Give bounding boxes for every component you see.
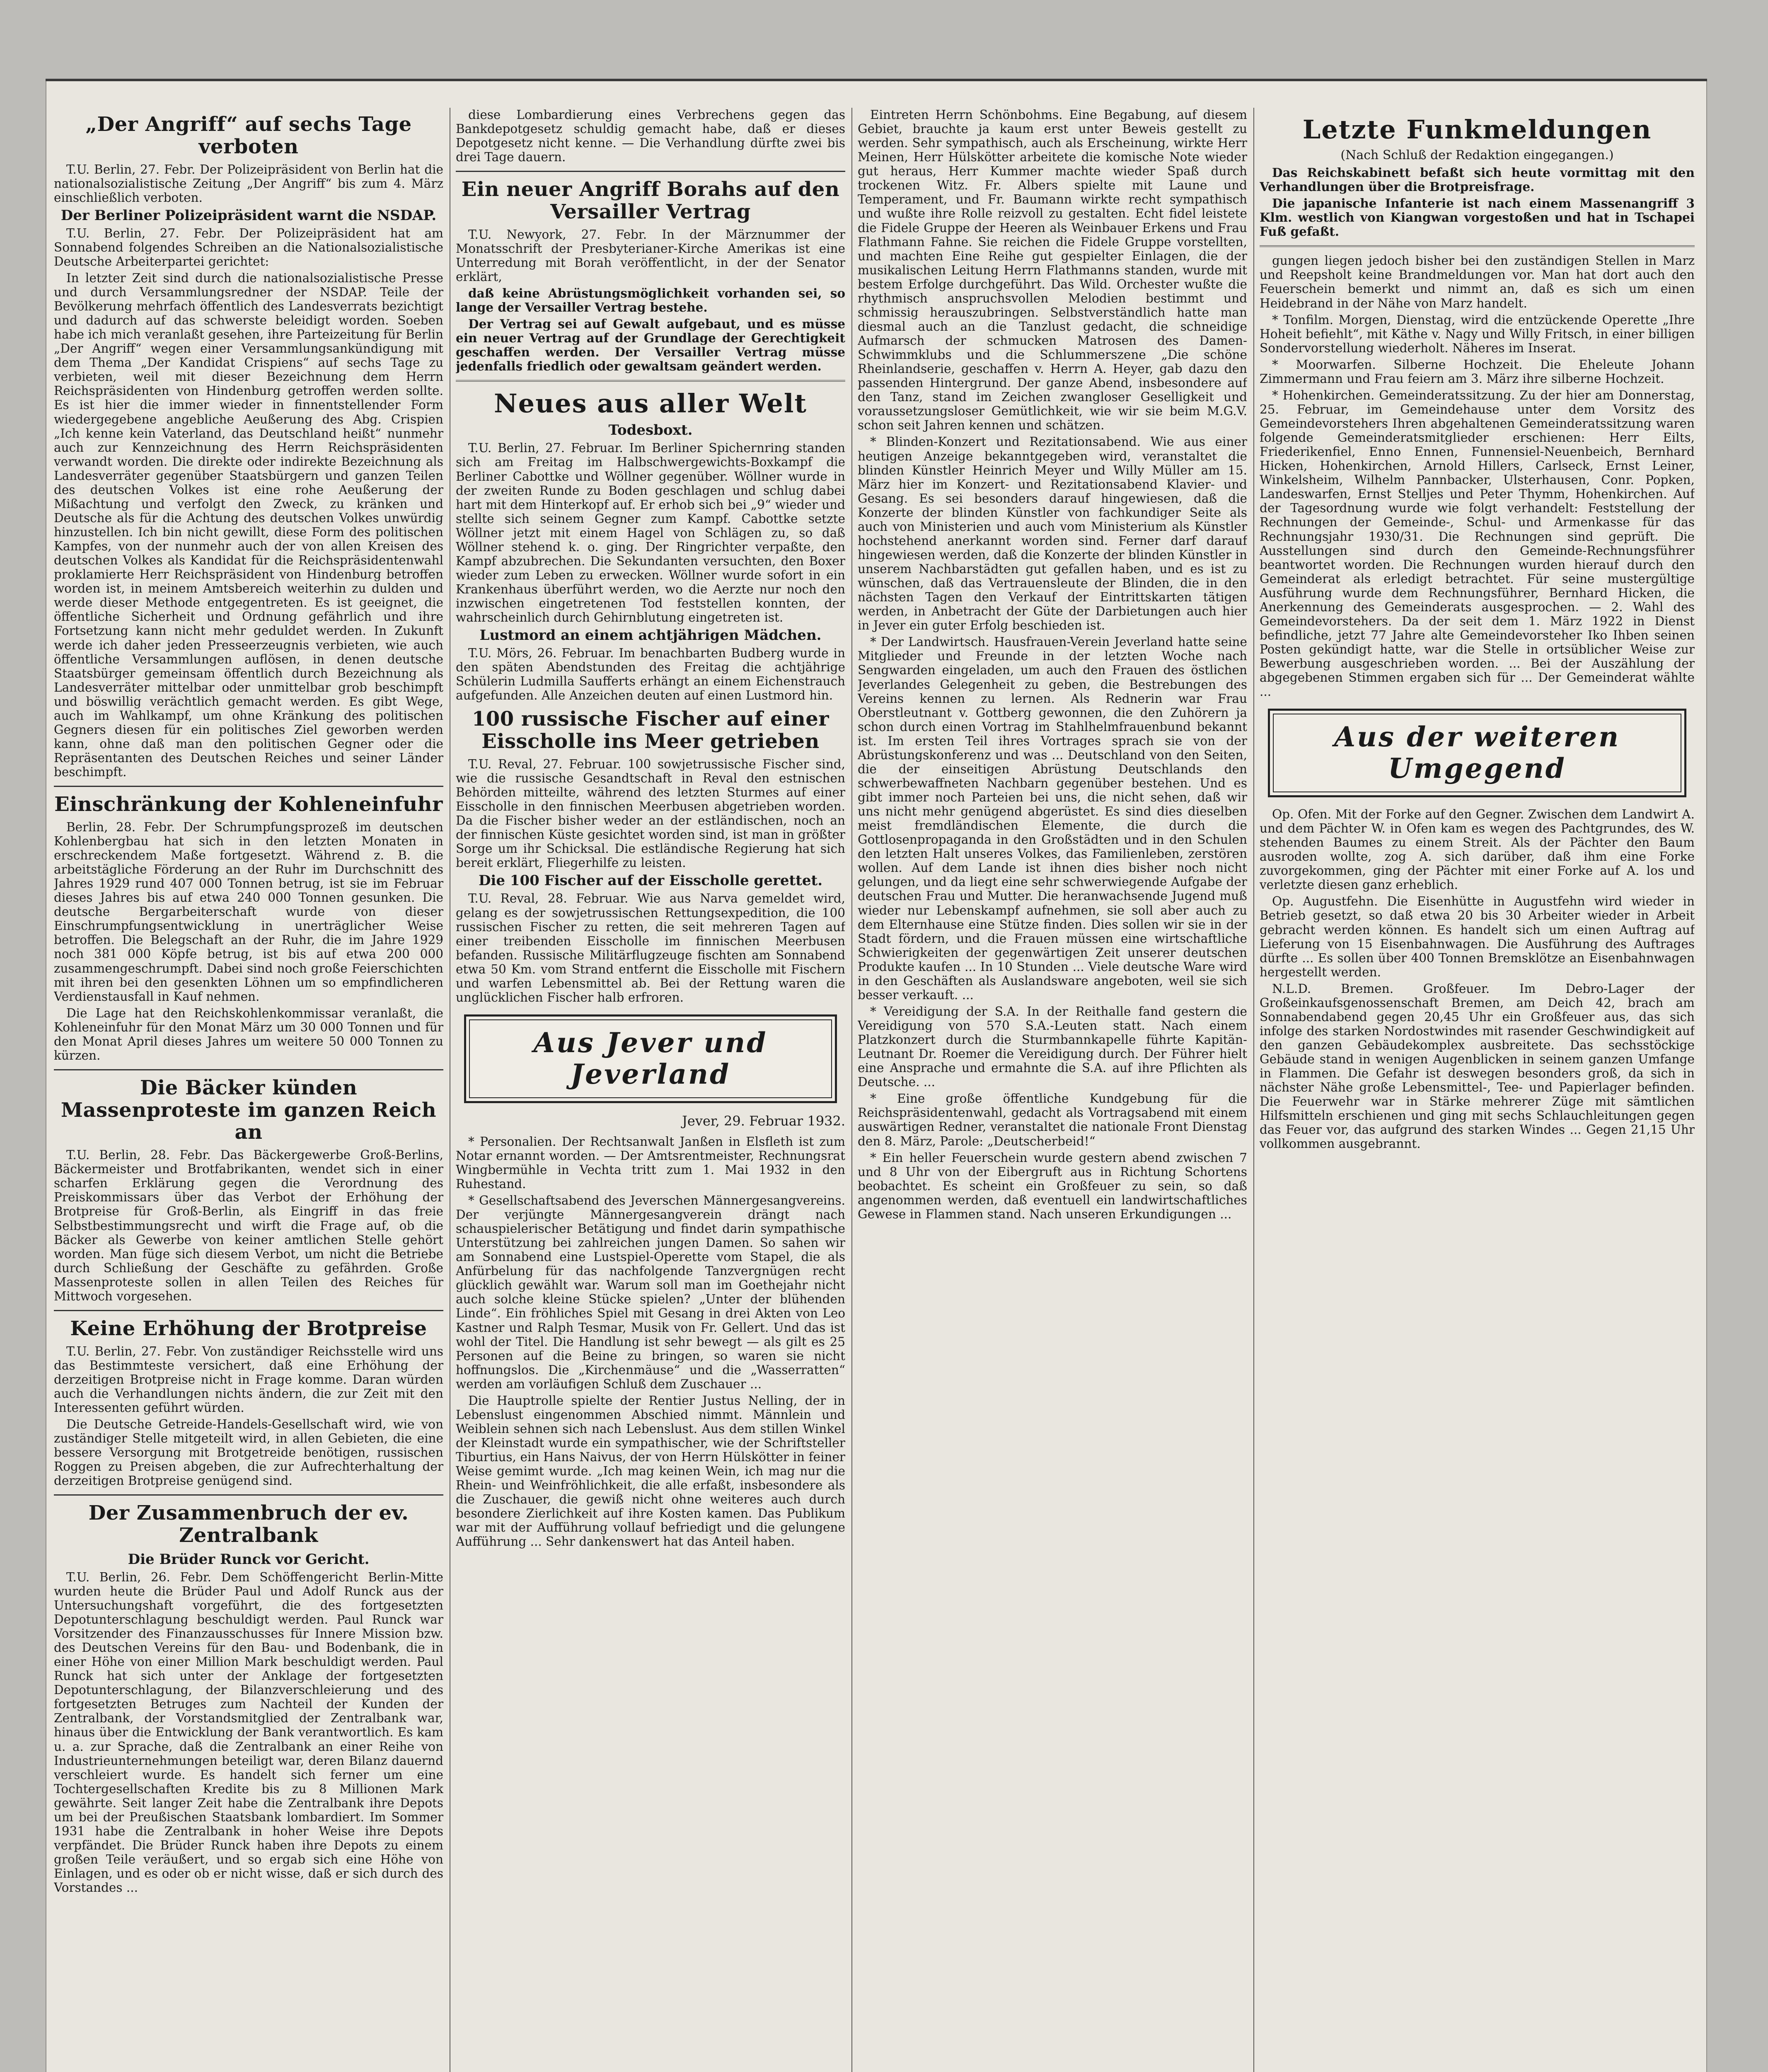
article-paragraph: gungen liegen jedoch bisher bei den zuständigen Stellen in Marz und Reepsholt keine Brandmeldungen vor. Man hat dort auch den Feuerschein bemerkt und nimmt an, daß es sich um einen Heidebrand in der Nähe von Marz handelt.: [1260, 254, 1695, 310]
article-paragraph: T.U. Berlin, 27. Febr. Von zuständiger Reichsstelle wird uns das Bestimmteste versichert, daß eine Erhöhung der derzeitigen Brotpreise nicht in Frage komme. Daran würden auch die Verhandlungen nichts ändern, die zur Zeit mit den Interessenten geführt würden.: [54, 1344, 443, 1415]
section-banner-umgegend: [1268, 709, 1686, 797]
section-banner-title: Aus der weiteren Umgegend: [1334, 721, 1620, 785]
divider: [456, 171, 845, 172]
divider: [1260, 245, 1695, 247]
article-paragraph: Op. Augustfehn. Die Eisenhütte in Augustfehn wird wieder in Betrieb gesetzt, so daß etwa 20 bis 30 Arbeiter wieder in Arbeit gebracht werden können. Es handelt sich um einen Auftrag auf Lieferung von 15 Eisenbahnwagen. Die Ausführung des Auftrages dürfte ... Es sollen über 400 Tonnen Bremsklötze an Eisenbahnwagen hergestellt werden.: [1260, 894, 1695, 979]
article-paragraph: daß keine Abrüstungsmöglichkeit vorhanden sei, so lange der Versailler Vertrag bestehe.: [456, 286, 845, 315]
column-3: [858, 108, 1247, 2072]
article-paragraph: T.U. Berlin, 28. Febr. Das Bäckergewerbe Groß-Berlins, Bäckermeister und Brotfabrikanten, wendet sich in einer scharfen Erklärung gegen die Verordnung des Preiskommissars über das Verbot der Erhöhung der Brotpreise für Groß-Berlin, als Eingriff in das freie Selbstbestimmungsrecht und wirft die Frage auf, ob die Bäcker als Gewerbe von keiner amtlichen Stelle gehört worden. Man füge sich diesem Verbot, um nicht die Betriebe durch Schließung der Geschäfte zu gefährden. Große Massenproteste sollen in allen Teilen des Reiches für Mittwoch vorgesehen.: [54, 1148, 443, 1303]
column-4: [1260, 108, 1695, 2072]
section-banner-jever: [464, 1014, 837, 1103]
article-headline: 100 russische Fischer auf einer Eisscholle ins Meer getrieben: [472, 707, 830, 753]
article-paragraph: T.U. Newyork, 27. Febr. In der Märznummer der Monatsschrift der Presbyterianer-Kirche Amerikas ist eine Unterredung mit Borah veröffentlicht, in der der Senator erklärt,: [456, 227, 845, 284]
column-2: [456, 108, 845, 2072]
article-paragraph: T.U. Berlin, 27. Febr. Der Polizeipräsident hat am Sonnabend folgendes Schreiben an die Nationalsozialistische Deutsche Arbeiterpartei gerichtet:: [54, 226, 443, 269]
article-paragraph: Die Deutsche Getreide-Handels-Gesellschaft wird, wie von zuständiger Stelle mitgeteilt wird, in allen Gebieten, die eine bessere Versorgung mit Brotgetreide benötigen, russischen Roggen zu Preisen abgeben, die zur Aufrechterhaltung der derzeitigen Brotpreise genügend sind.: [54, 1417, 443, 1488]
column-1: [54, 108, 443, 2072]
article-paragraph: T.U. Reval, 27. Februar. 100 sowjetrussische Fischer sind, wie die russische Gesandtschaft in Reval den estnischen Behörden mitteilte, während des letzten Sturmes auf einer Eisscholle in den finnischen Meerbusen abgetrieben worden. Da die Fischer bisher weder an der estländischen, noch an der finnischen Küste gesichtet worden sind, ist man in größter Sorge um ihr Schicksal. Die estländische Regierung hat sich bereit erklärt, Fliegerhilfe zu leisten.: [456, 757, 845, 870]
section-headline: Neues aus aller Welt: [493, 388, 808, 419]
article-paragraph: * Eine große öffentliche Kundgebung für die Reichspräsidentenwahl, gedacht als Vortragsabend mit einem auswärtigen Redner, veranstaltet die nationale Front Dienstag den 8. März, Parole: „Deutscherbeid!“: [858, 1092, 1247, 1148]
section-banner-title: Aus Jever und Jeverland: [533, 1026, 768, 1090]
article-paragraph: T.U. Berlin, 27. Februar. Im Berliner Spichernring standen sich am Freitag im Halbschwergewichts-Boxkampf die Berliner Cabottke und Wöllner gegenüber. Wöllner wurde in der zweiten Runde zu Boden geschlagen und schlug dabei hart mit dem Hinterkopf auf. Er erhob sich bei „9“ wieder und stellte sich seinem Gegner zum Kampf. Cabottke setzte Wöllner jetzt mit einem Hagel von Schlägen zu, so daß Wöllner stehend k. o. ging. Der Ringrichter verpaßte, den Kampf abzubrechen. Die Sekundanten versuchten, den Boxer wieder zum Leben zu erwecken. Wöllner wurde sofort in ein Krankenhaus überführt werden, wo die Aerzte nur noch den inzwischen eingetretenen Tod feststellen konnten, der wahrscheinlich durch Gehirnblutung eingetreten ist.: [456, 441, 845, 625]
article-paragraph: Die Hauptrolle spielte der Rentier Justus Nelling, der in Lebenslust eingenommen Abschied nimmt. Männlein und Weiblein sehnen sich nach Lebenslust. Aus dem stillen Winkel der Kleinstadt wurde ein sympathischer, wie der Schriftsteller Tiburtius, ein Hans Naivus, der von Herrn Hülskötter in feiner Weise gemimt wurde. „Ich mag keinen Wein, ich mag nur die Rhein- und Weinfröhlichkeit, die alle erfaßt, insbesondere als die Zuschauer, die gewiß nicht ohne weiteres auch durch besondere Zierlichkeit auf ihre Kosten kamen. Das Publikum war mit der Aufführung vollauf befriedigt und die gelungene Aufführung ... Sehr dankenswert hat das Anteil haben.: [456, 1393, 845, 1549]
article-paragraph: * Hohenkirchen. Gemeinderatssitzung. Zu der hier am Donnerstag, 25. Februar, im Gemeindehause unter dem Vorsitz des Gemeindevorstehers Ihren abgehaltenen Gemeinderatssitzung waren folgende Gemeinderatsmitglieder erschienen: Herr Eilts, Friederikenfiel, Enno Ennen, Funnensiel-Neuenbeich, Bernhard Hicken, Hohenkirchen, Arnold Hillers, Carlseck, Ernst Leiner, Winkelsheim, Wilhelm Pannbacker, Ulsterhausen, Conr. Popken, Landeswarfen, Ernst Stelljes und Peter Thymm, Hohenkirchen. Auf der Tagesordnung wurde wie folgt verhandelt: Feststellung der Rechnungen der Gemeinde-, Schul- und Armenkasse für das Rechnungsjahr 1930/31. Die Rechnungen sind geprüft. Die Ausstellungen sind durch den Gemeinde-Rechnungsführer beantwortet worden. Die Rechnungen wurden hierauf durch den Gemeinderat als erledigt betrachtet. Für seine mustergültige Ausführung wurde dem Rechnungsführer, Bernhard Hicken, die Anerkennung des Gemeinderats ausgesprochen. — 2. Wahl des Gemeindevorstehers. Da der seit dem 1. März 1922 in Dienst befindliche, jetzt 77 Jahre alte Gemeindevorsteher Iko Ihben seinen Posten gekündigt hatte, war die Stelle in ortsüblicher Weise zur Bewerbung ausgeschrieben worden. ... Bei der Auszählung der abgegebenen Stimmen ergaben sich für ... Der Gemeinderat wählte ...: [1260, 388, 1695, 699]
article-subheadline: Lustmord an einem achtjährigen Mädchen.: [479, 627, 822, 644]
article-headline: Der Zusammenbruch der ev. Zentralbank: [88, 1501, 409, 1547]
article-subheadline: Todesboxt.: [608, 422, 693, 439]
article-paragraph: Eintreten Herrn Schönbohms. Eine Begabung, auf diesem Gebiet, brauchte ja kaum erst unter Beweis gestellt zu werden. Sehr sympathisch, auch als Erscheinung, wirkte Herr Meinen, Herr Hülskötter arbeitete die komische Note wieder gut heraus, Herr Kummer machte wieder Spaß durch trockenen Witz. Fr. Albers spielte mit Laune und Temperament, und Fr. Baumann wirkte recht sympathisch und wußte ihre Rolle reizvoll zu gestalten. Echt fidel leistete die Fidele Gruppe der Heeren als Weinbauer Erkens und Frau Flathmann Fahne. Sie reichen die Fidele Gruppe vorstellten, und machten Eine Reihe gut gespielter Einlagen, die der musikalischen Leitung Herrn Flathmanns standen, wurde mit bestem Erfolge durchgeführt. Das Wild. Orchester wußte die rhythmisch anspruchsvollen Melodien bestimmt und schmissig herauszubringen. Selbstverständlich hatte man diesmal auch an die Tanzlust gedacht, die schneidige Aufmarsch der schmucken Matrosen des Damen-Schwimmklubs und die Schlummerszene „Die schöne Rheinlandserie, geschaffen v. Herrn A. Heyer, gab dazu den passenden Hintergrund. Der ganze Abend, insbesondere auf den Tanz, stand im Zeichen zwangloser Geselligkeit und voraussetzungsloser Gemütlichkeit, wie wir sie beim M.G.V. schon seit Jahren kennen und schätzen.: [858, 108, 1247, 433]
article-subheadline: Die 100 Fischer auf der Eisscholle gerettet.: [478, 872, 823, 889]
article-paragraph: * Der Landwirtsch. Hausfrauen-Verein Jeverland hatte seine Mitglieder und Freunde in der letzten Woche nach Sengwarden eingeladen, um auch den Frauen des östlichen Jeverlandes Gelegenheit zu geben, die Bestrebungen des Vereins kennen zu lernen. Als Rednerin war Frau Oberstleutnant v. Gottberg gewonnen, die den Zuhörern ja schon durch einen Vortrag im Stahlhelmfrauenbund bekannt ist. Im ersten Teil ihres Vortrages sprach sie von der Abrüstungskonferenz und was ... Deutschland von den Seiten, die der einseitigen Abrüstung Deutschlands den schwerbewaffneten Nachbarn gegenüber bestehen. Und es gibt immer noch Parteien bei uns, die nicht sehen, daß wir uns nicht mehr genügend abgerüstet. Es sind dies dieselben meist fremdländischen Elemente, die durch die Gottlosenpropaganda in den Großstädten und in den Schulen den letzten Halt unseres Volkes, das Familienleben, zerstören wollen. Auf dem Lande ist ihnen dies bisher noch nicht gelungen, und da liegt eine sehr schwerwiegende Aufgabe der deutschen Frau und Mutter. Die heranwachsende Jugend muß wieder nur Lebenskampf aufnehmen, sie soll aber auch zu dem Elternhause eine Stütze finden. Dies sollen wir sie in der Stadt fördern, und die Frauen müssen eine wirtschaftliche Schwierigkeiten der gegenwärtigen Zeit unserer deutschen Produkte kaufen ... In 10 Stunden ... Viele deutsche Ware wird in den Geschäften als Auslandsware angeboten, weil sie sich besser verkauft. ...: [858, 635, 1247, 1002]
article-paragraph: diese Lombardierung eines Verbrechens gegen das Bankdepotgesetz schuldig gemacht habe, daß er dieses Depotgesetz nicht kenne. — Die Verhandlung dürfte zwei bis drei Tage dauern.: [456, 108, 845, 165]
column-separator: [1253, 108, 1254, 2072]
article-paragraph: * Moorwarfen. Silberne Hochzeit. Die Eheleute Johann Zimmermann und Frau feiern am 3. März ihre silberne Hochzeit.: [1260, 357, 1695, 386]
article-paragraph: Das Reichskabinett befaßt sich heute vormittag mit den Verhandlungen über die Brotpreisfrage.: [1260, 165, 1695, 194]
article-headline: „Der Angriff“ auf sechs Tage verboten: [85, 113, 412, 158]
article-paragraph: Die japanische Infanterie ist nach einem Massenangriff 3 Klm. westlich von Kiangwan vorgestoßen und hat in Tschapei Fuß gefaßt.: [1260, 196, 1695, 239]
top-rule: [46, 79, 1707, 81]
article-headline: Ein neuer Angriff Borahs auf den Versailler Vertrag: [461, 178, 840, 223]
article-headline: Keine Erhöhung der Brotpreise: [70, 1317, 427, 1340]
column-separator: [851, 108, 852, 2072]
newspaper-page: [46, 79, 1707, 2072]
article-paragraph: * Ein heller Feuerschein wurde gestern abend zwischen 7 und 8 Uhr von der Eibergruft aus in Richtung Schortens beobachtet. Es scheint ein Großfeuer zu sein, so daß angenommen werden, daß eventuell ein landwirtschaftliches Gewese in Flammen stand. Nach unseren Erkundigungen ...: [858, 1150, 1247, 1221]
article-subheadline: Die Brüder Runck vor Gericht.: [128, 1551, 370, 1568]
article-paragraph: Die Lage hat den Reichskohlenkommissar veranlaßt, die Kohleneinfuhr für den Monat März um 30 000 Tonnen und für den Monat April dieses Jahres um weitere 50 000 Tonnen zu kürzen.: [54, 1006, 443, 1063]
article-paragraph: Berlin, 28. Febr. Der Schrumpfungsprozeß im deutschen Kohlenbergbau hat sich in den letzten Monaten in erschreckendem Maße fortgesetzt. Während z. B. die arbeitstägliche Förderung an der Ruhr im Durchschnitt des Jahres 1929 rund 407 000 Tonnen betrug, ist sie im Februar dieses Jahres bis auf etwa 240 000 Tonnen gesunken. Die deutsche Bergarbeiterschaft wurde von dieser Einschrumpfungsentwicklung in unerträglicher Weise betroffen. Die Belegschaft an der Ruhr, die im Jahre 1929 noch 381 000 Köpfe betrug, ist bis auf etwa 200 000 zusammengeschrumpft. Dabei sind noch große Feierschichten mit ihren bei den gesenkten Löhnen um so empfindlicheren Verdienstausfall in Kauf nehmen.: [54, 820, 443, 1004]
article-paragraph: N.L.D. Bremen. Großfeuer. Im Debro-Lager der Großeinkaufsgenossenschaft Bremen, am Deich 42, brach am Sonnabendabend gegen 20,45 Uhr ein Großfeuer aus, das sich infolge des starken Nordostwindes mit rasender Geschwindigkeit auf den ganzen Gebäudekomplex ausbreitete. Das sechsstöckige Gebäude stand in wenigen Augenblicken in seinem ganzen Umfange in Flammen. Die Gefahr ist deswegen besonders groß, da sich in nächster Nähe große Lebensmittel-, Tee- und Papierlager befinden. Die Feuerwehr war in Stärke mehrerer Züge mit sämtlichen Hilfsmitteln erschienen und ging mit sechs Schlauchleitungen gegen das Feuer vor, das aufgrund des starken Windes ... Gegen 21,15 Uhr vollkommen ausgebrannt.: [1260, 981, 1695, 1151]
article-paragraph: In letzter Zeit sind durch die nationalsozialistische Presse und durch Versammlungsredner der NSDAP. Teile der Bevölkerung mehrfach öffentlich des Landesverrats bezichtigt und dadurch auf das schwerste beleidigt worden. Soeben habe ich mich veranlaßt gesehen, ihre Parteizeitung für Berlin „Der Angriff“ wegen einer Versammlungsankündigung mit dem Thema „Der Kandidat Crispiens“ auf sechs Tage zu verbieten, weil mit dieser Bezeichnung dem Herrn Reichspräsidenten von Hindenburg getroffen werden sollte. Es ist hier die immer wieder in finnentstellender Form wiedergegebene angebliche Aeußerung des Abg. Crispien „Ich kenne kein Vaterland, das Deutschland heißt“ nunmehr auch zur Kennzeichnung des Herrn Reichspräsidenten verwandt worden. Die direkte oder indirekte Bezeichnung als Landesverräter gegenüber Staatsbürgern und ganzen Teilen des deutschen Volkes ist eine rohe Aeußerung der Mißachtung und verfolgt den Zweck, zu kränken und Deutsche als für die Achtung des deutschen Volkes unwürdig hinzustellen. Ich bin nicht gewillt, diese Form des politischen Kampfes, von der nunmehr auch der von allen Kreisen des deutschen Volkes als Kandidat für die Reichspräsidentenwahl proklamierte Herr Reichspräsident von Hindenburg betroffen worden ist, in meinem Amtsbereich weiterhin zu dulden und werde dieser Methode entgegentreten. Es ist geeignet, die öffentliche Sicherheit und Ordnung gefährlich und ihre Fortsetzung kann nicht mehr geduldet werden. In Zukunft werde ich daher jeden Presseerzeugnis verbieten, wie auch öffentliche Versammlungen auflösen, in denen deutsche Staatsbürger gemeinsam öffentlich durch Bezeichnung als Landesverräter mittelbar oder unmittelbar grob beschimpft und böswillig verächtlich gemacht werden. Es gibt Wege, auch im Wahlkampf, um ohne Kränkung des politischen Gegners diesen für ein politisches Ziel geworben werden kann, ohne daß man den politischen Gegner oder die Repräsentanten des Deutschen Reiches und seiner Länder beschimpft.: [54, 271, 443, 779]
article-subheadline: Der Berliner Polizeipräsident warnt die NSDAP.: [60, 207, 437, 224]
divider: [54, 1494, 443, 1496]
divider: [54, 786, 443, 787]
article-paragraph: T.U. Berlin, 27. Febr. Der Polizeipräsident von Berlin hat die nationalsozialistische Zeitung „Der Angriff“ bis zum 4. März einschließlich verboten.: [54, 162, 443, 205]
section-headline: Letzte Funkmeldungen: [1302, 114, 1652, 145]
article-headline: Einschränkung der Kohleneinfuhr: [54, 793, 443, 816]
article-paragraph: * Tonfilm. Morgen, Dienstag, wird die entzückende Operette „Ihre Hoheit befiehlt“, mit Käthe v. Nagy und Willy Fritsch, in einer billigen Sondervorstellung wiederholt. Näheres im Inserat.: [1260, 312, 1695, 355]
article-paragraph: * Personalien. Der Rechtsanwalt Janßen in Elsfleth ist zum Notar ernannt worden. — Der Amtsrentmeister, Rechnungsrat Wingbermühle in Vechta tritt zum 1. Mai 1932 in den Ruhestand.: [456, 1134, 845, 1191]
article-paragraph: * Gesellschaftsabend des Jeverschen Männergesangvereins. Der verjüngte Männergesangverein drängt nach schauspielerischer Betätigung und findet darin sympathische Unterstützung bei zahlreichen jungen Damen. So sahen wir am Sonnabend eine Lustspiel-Operette vom Stapel, die als Anfürbelung für das nachfolgende Tanzvergnügen recht glücklich gewählt war. Warum soll man im Goethejahr nicht auch solche kleine Stücke spielen? „Unter der blühenden Linde“. Ein fröhliches Spiel mit Gesang in drei Akten von Leo Kastner und Ralph Tesmar, Musik von Fr. Gellert. Und das ist wohl der Titel. Die Handlung ist sehr bewegt — als gilt es 25 Personen auf die Beine zu bringen, so waren sie nicht hoffnungslos. Die „Kirchenmäuse“ und die „Wasserratten“ werden am vorläufigen Schluß dem Zuschauer ...: [456, 1193, 845, 1391]
editorial-note: (Nach Schluß der Redaktion eingegangen.): [1340, 148, 1614, 162]
dateline: Jever, 29. Februar 1932.: [682, 1113, 845, 1129]
divider: [54, 1069, 443, 1070]
article-headline: Die Bäcker künden Massenproteste im ganzen Reich an: [60, 1076, 437, 1144]
divider: [54, 1310, 443, 1311]
article-paragraph: * Blinden-Konzert und Rezitationsabend. Wie aus einer heutigen Anzeige bekanntgegeben wird, veranstaltet die blinden Künstler Heinrich Meyer und Willy Müller am 15. März hier im Konzert- und Rezitationsabend Klavier- und Gesang. Es sei besonders darauf hingewiesen, daß die Konzerte der blinden Künstler von fachkundiger Seite als auch von Ministerien und auch vom Ministerium als Künstler hochstehend anerkannt worden sind. Ferner darf darauf hingewiesen werden, daß die Konzerte der blinden Künstler in unserem Nachbarstädten gut gefallen haben, und es ist zu wünschen, daß das Vertrauensleute der Blinden, die in den nächsten Tagen den Verkauf der Eintrittskarten tätigen werden, in Anbetracht der Güte der Darbietungen auch hier in Jever ein guter Erfolg beschieden ist.: [858, 435, 1247, 633]
article-paragraph: T.U. Berlin, 26. Febr. Dem Schöffengericht Berlin-Mitte wurden heute die Brüder Paul und Adolf Runck aus der Untersuchungshaft vorgeführt, die des fortgesetzten Depotunterschlagung beschuldigt werden. Paul Runck war Vorsitzender des Finanzausschusses für Innere Mission bzw. des Deutschen Vereins für den Bau- und Bodenbank, die in einer Höhe von einer Million Mark beschuldigt werden. Paul Runck hat sich unter der Anklage der fortgesetzten Depotunterschlagung, der Bilanzverschleierung und des fortgesetzten Betruges zum Nachteil der Kunden der Zentralbank, der Vorstandsmitglied der Zentralbank war, hinaus über die Entwicklung der Bank verantwortlich. Es kam u. a. zur Sprache, daß die Zentralbank an einer Reihe von Industrieunternehmungen beteiligt war, deren Bilanz dauernd verschleiert wurde. Es handelt sich ferner um eine Tochtergesellschaften Kredite bis zu 8 Millionen Mark gewährte. Seit langer Zeit habe die Zentralbank ihre Depots um bei der Preußischen Staatsbank lombardiert. Im Sommer 1931 habe die Zentralbank in hoher Weise ihre Depots verpfändet. Die Brüder Runck haben ihre Depots zu einem großen Teile veräußert, und so ergab sich eine Höhe von Einlagen, und es oder ob er nicht wisse, daß er sich durch des Vorstandes ...: [54, 1570, 443, 1895]
article-paragraph: Der Vertrag sei auf Gewalt aufgebaut, und es müsse ein neuer Vertrag auf der Grundlage der Gerechtigkeit geschaffen werden. Der Versailler Vertrag müsse jedenfalls friedlich oder gewaltsam geändert werden.: [456, 317, 845, 374]
article-paragraph: Op. Ofen. Mit der Forke auf den Gegner. Zwischen dem Landwirt A. und dem Pächter W. in Ofen kam es wegen des Pachtgrundes, des W. stehenden Baumes zu einem Streit. Als der Pächter den Baum ausroden wollte, zog A. sich darüber, daß ihm eine Forke zuvorgekommen, ging der Pächter mit einer Forke auf A. los und verletzte diesen ganz erheblich.: [1260, 807, 1695, 892]
article-paragraph: * Vereidigung der S.A. In der Reithalle fand gestern die Vereidigung von 570 S.A.-Leuten statt. Nach einem Platzkonzert durch die Sturmbannkapelle führte Kapitän-Leutnant Dr. Roemer die Vereidigung durch. Der Führer hielt eine Ansprache und ermahnte die S.A. auf ihre Pflichten als Deutsche. ...: [858, 1004, 1247, 1089]
article-paragraph: T.U. Mörs, 26. Februar. Im benachbarten Budberg wurde in den späten Abendstunden des Freitag die achtjährige Schülerin Ludmilla Saufferts erhängt an einem Eichenstrauch aufgefunden. Alle Anzeichen deuten auf einen Lustmord hin.: [456, 646, 845, 703]
divider: [456, 380, 845, 382]
article-paragraph: T.U. Reval, 28. Februar. Wie aus Narva gemeldet wird, gelang es der sowjetrussischen Rettungsexpedition, die 100 russischen Fischer zu retten, die seit mehreren Tagen auf einer treibenden Eisscholle im finnischen Meerbusen befanden. Russische Militärflugzeuge fischten am Sonnabend etwa 50 Km. vom Strand entfernt die Eisscholle mit Fischern und warfen Lebensmittel ab. Bei der Rettung waren die unglücklichen Fischer halb erfroren.: [456, 891, 845, 1005]
